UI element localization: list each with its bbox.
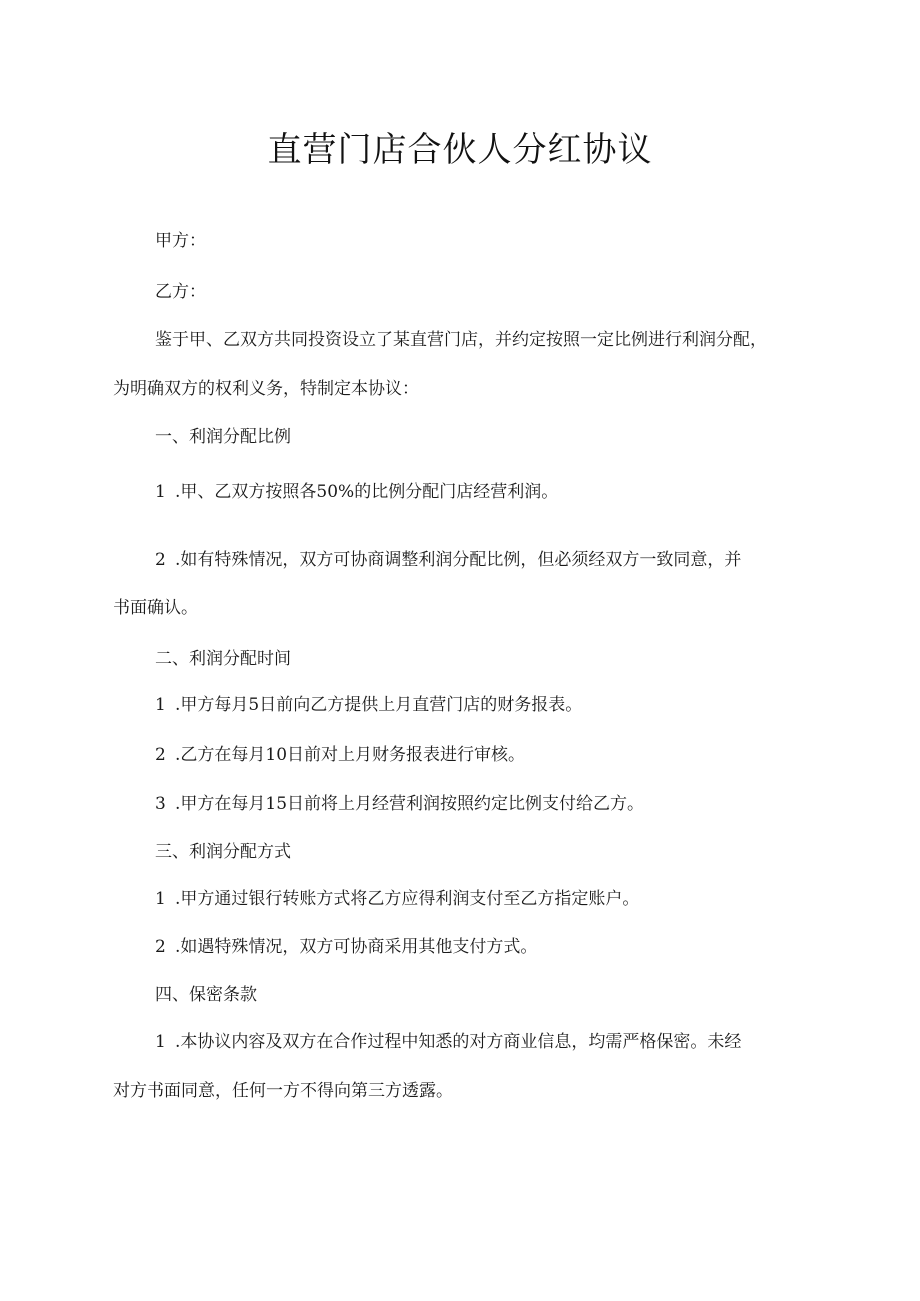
item-number: 2	[155, 745, 166, 765]
preamble-line-1: 鉴于甲、乙双方共同投资设立了某直营门店，并约定按照一定比例进行利润分配，	[155, 330, 767, 350]
section-4-item-1	[155, 1031, 741, 1053]
section-2-heading: 二、利润分配时间	[155, 649, 291, 669]
item-number: 1	[155, 482, 166, 502]
section-3-item-1	[155, 888, 639, 910]
section-1-item-2-continuation: 书面确认。	[113, 598, 198, 618]
item-text: .如有特殊情况，双方可协商调整利润分配比例，但必须经双方一致同意，并	[175, 550, 742, 570]
item-text: .如遇特殊情况，双方可协商采用其他支付方式。	[175, 937, 538, 957]
item-number: 1	[155, 889, 166, 909]
section-1-item-2	[155, 549, 741, 571]
item-number: 1	[155, 695, 166, 715]
section-1-item-1	[155, 481, 558, 503]
party-b-label: 乙方：	[155, 282, 206, 302]
item-number: 3	[155, 794, 166, 814]
section-2-item-1	[155, 694, 582, 716]
item-text: .甲方每月5日前向乙方提供上月直营门店的财务报表。	[175, 695, 583, 715]
document-title: 直营门店合伙人分红协议	[267, 130, 653, 170]
item-text: .甲、乙双方按照各50%的比例分配门店经营利润。	[175, 482, 559, 502]
item-number: 2	[155, 550, 166, 570]
party-a-label: 甲方：	[155, 231, 206, 251]
item-text: .甲方在每月15日前将上月经营利润按照约定比例支付给乙方。	[175, 794, 645, 814]
section-2-item-3	[155, 793, 644, 815]
item-text: .乙方在每月10日前对上月财务报表进行审核。	[175, 745, 526, 765]
section-3-item-2	[155, 936, 537, 958]
item-text: .本协议内容及双方在合作过程中知悉的对方商业信息，均需严格保密。未经	[175, 1032, 742, 1052]
item-number: 1	[155, 1032, 166, 1052]
section-4-item-1-continuation: 对方书面同意，任何一方不得向第三方透露。	[113, 1081, 453, 1101]
section-3-heading: 三、利润分配方式	[155, 842, 291, 862]
item-number: 2	[155, 937, 166, 957]
preamble-line-2: 为明确双方的权利义务，特制定本协议：	[113, 379, 419, 399]
section-4-heading: 四、保密条款	[155, 985, 257, 1005]
section-2-item-2	[155, 744, 525, 766]
item-text: .甲方通过银行转账方式将乙方应得利润支付至乙方指定账户。	[175, 889, 640, 909]
section-1-heading: 一、利润分配比例	[155, 427, 291, 447]
